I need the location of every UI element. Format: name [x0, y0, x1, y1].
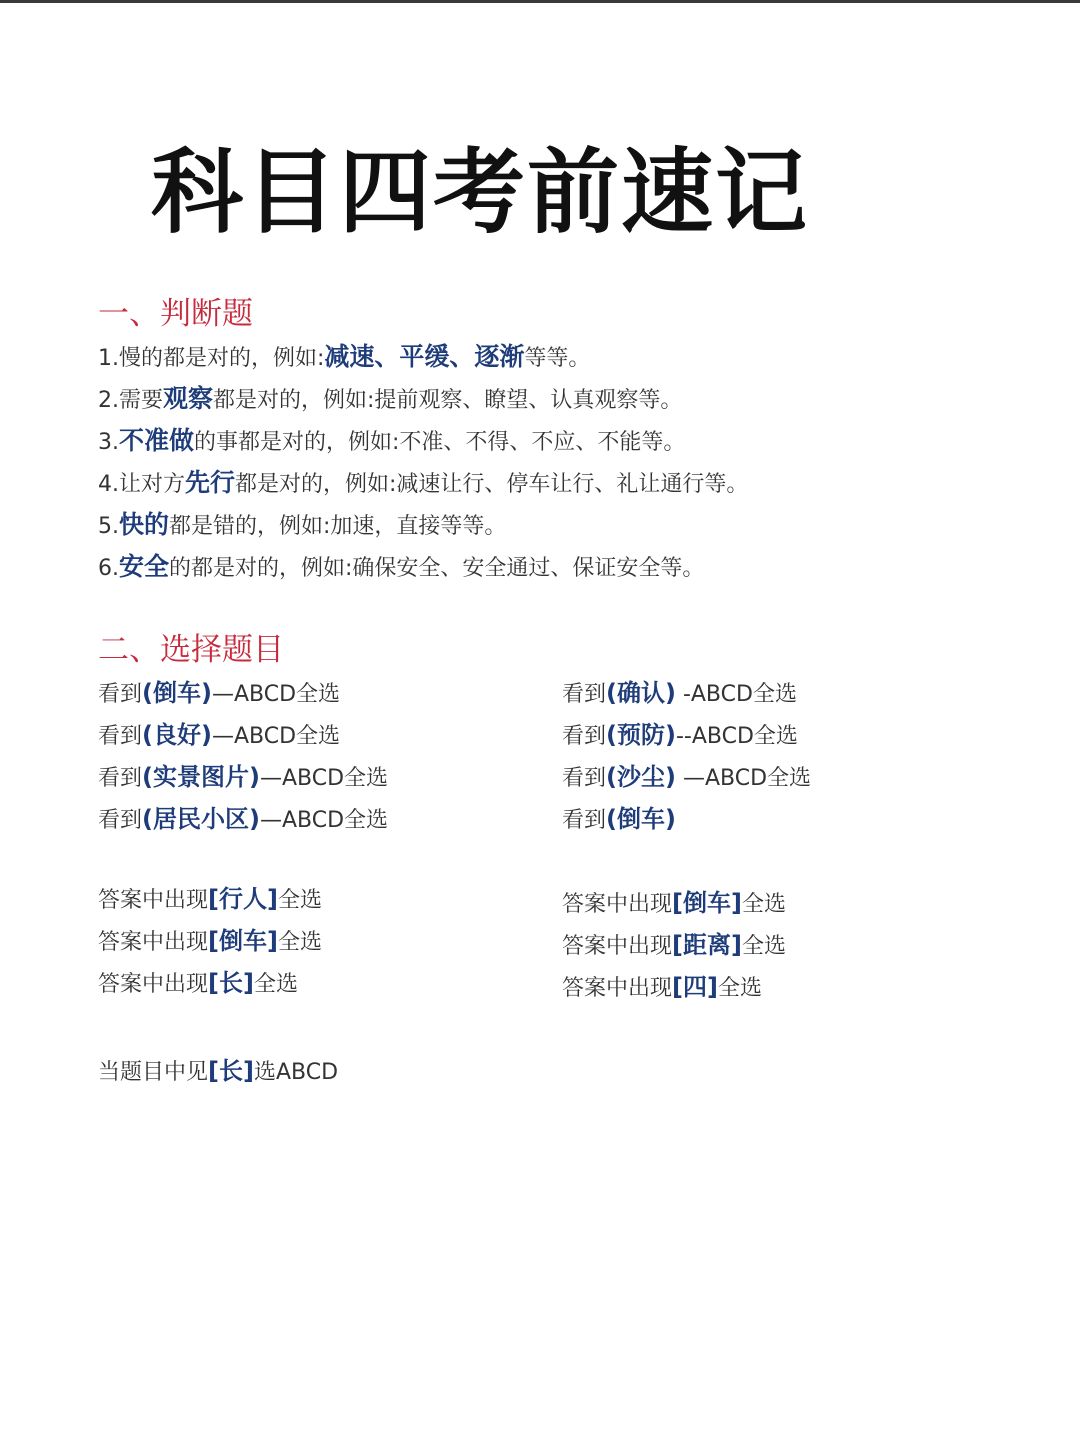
- rule-prefix: 看到: [98, 808, 143, 833]
- rule-result: 选ABCD: [253, 1060, 339, 1085]
- rule-result: —ABCD全选: [259, 808, 389, 833]
- judgement-item: [98, 378, 998, 420]
- rule-prefix: 看到: [562, 724, 607, 749]
- item-text: 的都是对的，例如:确保安全、安全通过、保证安全等。: [169, 556, 705, 581]
- see-rule-row: [98, 714, 528, 756]
- long-keyword-note: [98, 1050, 528, 1092]
- see-rule-row: [562, 714, 992, 756]
- item-text: 3.: [98, 430, 119, 455]
- rule-keyword: [距离]: [672, 931, 742, 959]
- item-keyword: 观察: [163, 384, 214, 413]
- rule-prefix: 答案中出现: [562, 934, 673, 959]
- see-rules-right: [562, 672, 992, 840]
- rule-prefix: 答案中出现: [98, 972, 209, 997]
- rule-result: —ABCD全选: [211, 682, 341, 707]
- rule-result: 全选: [741, 892, 786, 917]
- item-text: 1.慢的都是对的，例如:: [98, 346, 325, 371]
- item-text: 都是对的，例如:减速让行、停车让行、礼让通行等。: [235, 472, 749, 497]
- rule-prefix: 答案中出现: [562, 892, 673, 917]
- item-keyword: 快的: [119, 510, 170, 539]
- rule-result: -ABCD全选: [675, 682, 797, 707]
- rule-result: 全选: [277, 930, 322, 955]
- rule-keyword: [长]: [208, 1057, 254, 1085]
- rule-prefix: 当题目中见: [98, 1060, 209, 1085]
- answer-rule-row: [562, 882, 992, 924]
- rule-result: 全选: [741, 934, 786, 959]
- rule-result: —ABCD全选: [211, 724, 341, 749]
- rule-result: —ABCD全选: [259, 766, 389, 791]
- judgement-list: [98, 336, 998, 588]
- see-rule-row: [98, 798, 528, 840]
- rule-prefix: 看到: [562, 766, 607, 791]
- rule-keyword: (确认): [606, 679, 676, 707]
- item-text: 等等。: [524, 346, 591, 371]
- rule-result: 全选: [277, 888, 322, 913]
- item-text: 5.: [98, 514, 119, 539]
- rule-result: 全选: [253, 972, 298, 997]
- answer-rule-row: [562, 966, 992, 1008]
- rule-prefix: 看到: [98, 682, 143, 707]
- item-text: 都是错的，例如:加速，直接等等。: [169, 514, 507, 539]
- item-keyword: 减速、平缓、逐渐: [324, 342, 525, 371]
- see-rule-row: [98, 672, 528, 714]
- rule-keyword: (预防): [606, 721, 676, 749]
- rule-prefix: 答案中出现: [98, 930, 209, 955]
- rule-keyword: (倒车): [142, 679, 212, 707]
- rule-prefix: 看到: [562, 808, 607, 833]
- note-row: [98, 1050, 528, 1092]
- answer-rule-row: [98, 920, 528, 962]
- item-keyword: 不准做: [119, 426, 195, 455]
- rule-prefix: 答案中出现: [98, 888, 209, 913]
- answer-rule-row: [98, 878, 528, 920]
- rule-keyword: [长]: [208, 969, 254, 997]
- judgement-item: [98, 504, 998, 546]
- answer-rules-right: [562, 882, 992, 1008]
- judgement-item: [98, 420, 998, 462]
- item-text: 4.让对方: [98, 472, 185, 497]
- page-title: 科目四考前速记: [150, 139, 809, 246]
- see-rule-row: [562, 756, 992, 798]
- judgement-item: [98, 546, 998, 588]
- answer-rules-left: [98, 878, 528, 1004]
- rule-keyword: [四]: [672, 973, 718, 1001]
- item-text: 的事都是对的，例如:不准、不得、不应、不能等。: [194, 430, 686, 455]
- rule-prefix: 答案中出现: [562, 976, 673, 1001]
- rule-keyword: (实景图片): [142, 763, 260, 791]
- section-heading-judgement: 一、判断题: [98, 296, 253, 332]
- rule-prefix: 看到: [562, 682, 607, 707]
- item-text: 6.: [98, 556, 119, 581]
- rule-keyword: (沙尘): [606, 763, 676, 791]
- rule-keyword: [倒车]: [208, 927, 278, 955]
- rule-result: —ABCD全选: [675, 766, 812, 791]
- see-rules-left: [98, 672, 528, 840]
- rule-keyword: (居民小区): [142, 805, 260, 833]
- rule-prefix: 看到: [98, 766, 143, 791]
- rule-keyword: (良好): [142, 721, 212, 749]
- rule-result: --ABCD全选: [675, 724, 798, 749]
- top-border: [0, 0, 1080, 3]
- rule-prefix: 看到: [98, 724, 143, 749]
- item-text: 2.需要: [98, 388, 163, 413]
- judgement-item: [98, 336, 998, 378]
- item-keyword: 先行: [185, 468, 236, 497]
- section-heading-choice: 二、选择题目: [98, 632, 284, 668]
- see-rule-row: [562, 798, 992, 840]
- rule-result: 全选: [717, 976, 762, 1001]
- rule-keyword: [行人]: [208, 885, 278, 913]
- item-keyword: 安全: [119, 552, 170, 581]
- rule-keyword: [倒车]: [672, 889, 742, 917]
- see-rule-row: [562, 672, 992, 714]
- answer-rule-row: [98, 962, 528, 1004]
- judgement-item: [98, 462, 998, 504]
- rule-keyword: (倒车): [606, 805, 676, 833]
- see-rule-row: [98, 756, 528, 798]
- item-text: 都是对的，例如:提前观察、瞭望、认真观察等。: [213, 388, 683, 413]
- answer-rule-row: [562, 924, 992, 966]
